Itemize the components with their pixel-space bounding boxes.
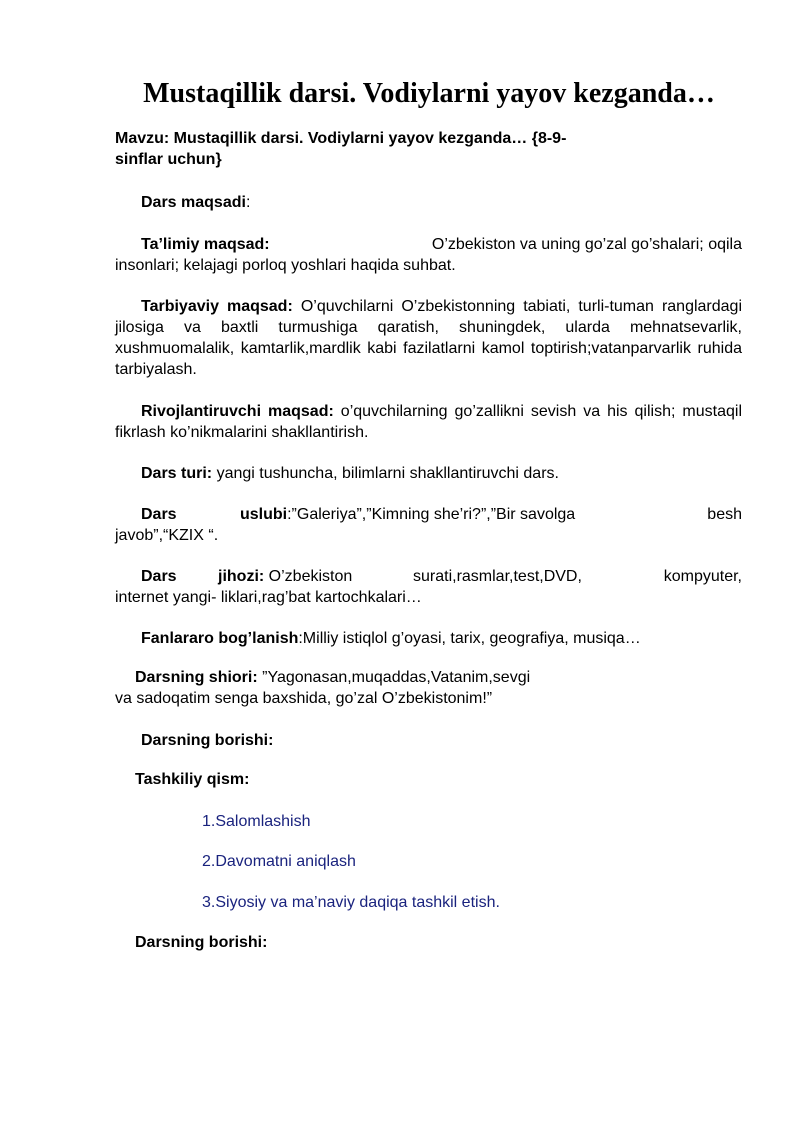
lesson-type-paragraph xyxy=(115,463,768,484)
motto-label: Darsning shiori: xyxy=(135,669,258,686)
organizational-part-heading: Tashkiliy qism: xyxy=(135,771,250,788)
interdisciplinary-paragraph xyxy=(115,628,768,649)
list-item: 3.Siyosiy va ma’naviy daqiqa tashkil etish. xyxy=(202,894,500,911)
lesson-goals-label: Dars maqsadi xyxy=(141,194,246,211)
lesson-equipment-label-a: Dars xyxy=(141,568,177,585)
educational-goal-text-2: insonlari; kelajagi porloq yoshlari haqida suhbat. xyxy=(115,257,456,274)
educational-goal-text-1: O’zbekiston va uning go’zal go’shalari; oqila xyxy=(431,236,742,253)
upbringing-goal-label: Tarbiyaviy maqsad: xyxy=(141,298,293,315)
lesson-type-label: Dars turi: xyxy=(141,465,213,482)
lesson-method-label-b: uslubi xyxy=(240,506,288,523)
lesson-progress-heading: Darsning borishi: xyxy=(141,732,274,749)
topic-line-2: sinflar uchun} xyxy=(115,151,222,168)
lesson-method-text-1: :”Galeriya”,”Kimning she’ri?”,”Bir savolga xyxy=(287,506,576,523)
lesson-equipment-label-b: jihozi: xyxy=(218,568,265,585)
lesson-equipment-word-1: O’zbekiston xyxy=(268,568,353,585)
lesson-method-text-end: besh xyxy=(707,506,742,523)
educational-goal-line-1 xyxy=(115,234,742,255)
topic-paragraph xyxy=(115,128,742,170)
educational-goal-label: Ta’limiy maqsad: xyxy=(141,236,270,253)
interdisciplinary-text: :Milliy istiqlol g’oyasi, tarix, geografiya, musiqa… xyxy=(298,630,641,647)
interdisciplinary-label: Fanlararo bog’lanish xyxy=(141,630,299,647)
upbringing-goal-text: O’quvchilarni O’zbekistonning tabiati, turli-tuman ranglardagi jilosiga va baxtli turmushiga qaratish, shuningdek, ularda mehnatsevarlik, xushmuomalalik, kamtarlik,mardlik kabi fazilatlarni kamol toptirish;vatanparvarlik ruhida tarbiyalash. xyxy=(115,298,743,378)
motto-text-1: ”Yagonasan,muqaddas,Vatanim,sevgi xyxy=(257,669,531,686)
developmental-goal-text: o’quvchilarning go’zallikni sevish va his qilish; mustaqil fikrlash ko’nikmalarini shakllantirish. xyxy=(115,403,742,441)
document-title: Mustaqillik darsi. Vodiylarni yayov kezganda… xyxy=(143,78,715,109)
lesson-goals-heading xyxy=(115,192,768,213)
motto-line-1 xyxy=(115,667,742,688)
upbringing-goal-paragraph xyxy=(115,296,742,380)
lesson-method-line-1 xyxy=(115,504,742,525)
lesson-equipment-line-2: internet yangi- liklari,rag’bat kartochkalari… xyxy=(115,589,422,606)
lesson-equipment-word-3: kompyuter, xyxy=(663,568,742,585)
lesson-equipment-paragraph xyxy=(115,566,742,608)
lesson-goals-colon: : xyxy=(245,194,251,211)
motto-text-2: va sadoqatim senga baxshida, go’zal O’zbekistonim!” xyxy=(115,690,493,707)
lesson-method-paragraph xyxy=(115,504,742,546)
list-item: 1.Salomlashish xyxy=(202,813,311,830)
developmental-goal-label: Rivojlantiruvchi maqsad: xyxy=(141,403,334,420)
lesson-method-text-2: javob”,“KZIX “. xyxy=(115,527,219,544)
lesson-equipment-word-2: surati,rasmlar,test,DVD, xyxy=(413,568,582,585)
lesson-type-text: yangi tushuncha, bilimlarni shakllantiruvchi dars. xyxy=(212,465,559,482)
motto-paragraph xyxy=(115,667,742,709)
lesson-progress-heading-2: Darsning borishi: xyxy=(135,934,268,951)
developmental-goal-paragraph xyxy=(115,401,742,443)
list-item: 2.Davomatni aniqlash xyxy=(202,853,356,870)
topic-line-1: Mavzu: Mustaqillik darsi. Vodiylarni yayov kezganda… {8-9- xyxy=(115,130,567,147)
educational-goal-paragraph xyxy=(115,234,742,276)
lesson-method-label-a: Dars xyxy=(141,506,177,523)
lesson-equipment-line-1 xyxy=(115,566,742,587)
